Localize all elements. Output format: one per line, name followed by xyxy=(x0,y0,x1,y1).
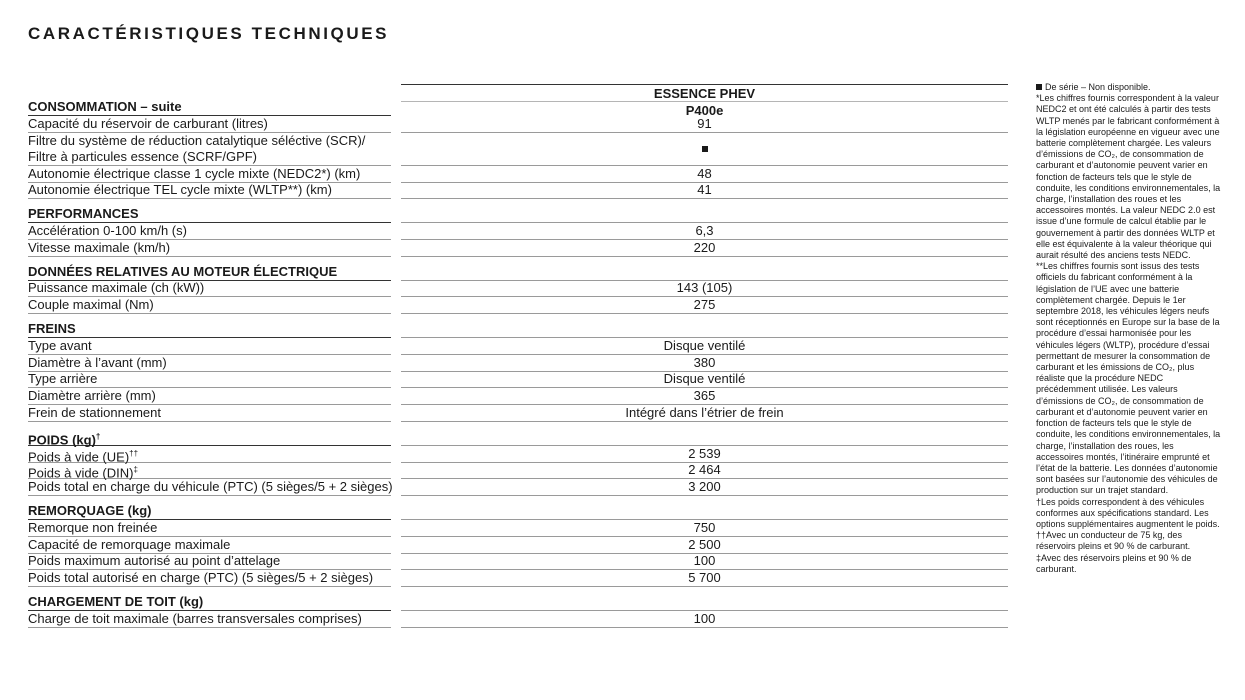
section-value-blank xyxy=(401,206,1008,223)
footnote-paragraph: ‡Avec des réservoirs pleins et 90 % de carburant. xyxy=(1036,552,1192,574)
spec-value: 41 xyxy=(401,182,1008,199)
spec-label xyxy=(28,355,391,372)
section-title-text: CONSOMMATION – suite xyxy=(28,99,182,114)
section-spacer xyxy=(28,587,1008,594)
spec-label-text: Poids maximum autorisé au point d’attelage xyxy=(28,553,281,569)
section-spacer xyxy=(28,422,1008,429)
spec-value: 143 (105) xyxy=(401,280,1008,297)
spec-label xyxy=(28,297,391,314)
spec-row xyxy=(28,405,1008,422)
spec-row xyxy=(28,223,1008,240)
spec-row xyxy=(28,611,1008,628)
spec-table xyxy=(28,82,1008,628)
spec-row xyxy=(28,520,1008,537)
spec-label xyxy=(28,570,391,587)
spec-value: Intégré dans l’étrier de frein xyxy=(401,405,1008,422)
section-header xyxy=(28,503,1008,520)
spec-row xyxy=(28,240,1008,257)
spec-label-text: Charge de toit maximale (barres transversales comprises) xyxy=(28,610,362,626)
spec-value xyxy=(401,133,1008,166)
spec-value: 380 xyxy=(401,355,1008,372)
section-value-blank xyxy=(401,503,1008,520)
spec-value: 2 500 xyxy=(401,537,1008,554)
spec-label xyxy=(28,182,391,199)
footnote-paragraph: †Les poids correspondent à des véhicules conformes aux spécifications standard. Les options supplémentaires augmentent le poids. xyxy=(1036,496,1220,529)
section-value-blank xyxy=(401,321,1008,338)
spec-label-text: Vitesse maximale (km/h) xyxy=(28,239,171,255)
section-title-text: CHARGEMENT DE TOIT (kg) xyxy=(28,593,204,609)
section-title xyxy=(28,264,391,281)
section-title-text: REMORQUAGE (kg) xyxy=(28,502,152,518)
spec-label-text: Diamètre arrière (mm) xyxy=(28,388,156,404)
footnote-paragraph: *Les chiffres fournis correspondent à la valeur NEDC2 et ont été calculés à partir des tests WLTP menés par le fabricant conformément à la législation européenne en vigueur avec une batterie complètement chargée. Les valeurs d’émissions de CO₂, de consommation de carburant et d’autonomie peuvent varier en fonction de facteurs tels que le style de conduite, les conditions environnementales, la charge, l’installation des roues et les accessoires montés. La valeur NEDC 2.0 est issue d’une formule de calcul établie par le gouvernement à partir des données WLTP et elle est équivalente à la valeur théorique qui aurait résulté des anciens tests NEDC. xyxy=(1036,93,1221,261)
spec-value: Disque ventilé xyxy=(401,371,1008,388)
section-spacer xyxy=(28,199,1008,206)
legend-text: De série – Non disponible. xyxy=(1045,82,1151,92)
spec-row xyxy=(28,479,1008,496)
spec-row xyxy=(28,297,1008,314)
spec-label-text: Accélération 0-100 km/h (s) xyxy=(28,222,187,238)
spec-value: 275 xyxy=(401,297,1008,314)
section-header xyxy=(28,206,1008,223)
spec-row xyxy=(28,553,1008,570)
spec-label-text: Poids total autorisé en charge (PTC) (5 sièges/5 + 2 sièges) xyxy=(28,570,374,586)
spec-rows xyxy=(28,99,1008,628)
spec-label xyxy=(28,371,391,388)
section-header xyxy=(28,429,1008,446)
spec-row xyxy=(28,371,1008,388)
spec-label-footnote-mark: ‡ xyxy=(133,465,138,475)
spec-value: 100 xyxy=(401,553,1008,570)
footnote-paragraphs xyxy=(1036,93,1222,575)
spec-label xyxy=(28,553,391,570)
spec-value: 220 xyxy=(401,240,1008,257)
spec-row xyxy=(28,446,1008,463)
spec-row xyxy=(28,182,1008,199)
spec-label xyxy=(28,462,391,479)
spec-label-text: Autonomie électrique TEL cycle mixte (WLTP**) (km) xyxy=(28,182,332,198)
section-header xyxy=(28,264,1008,281)
spec-label xyxy=(28,405,391,422)
spec-label xyxy=(28,479,391,496)
spec-row xyxy=(28,166,1008,183)
page-title: CARACTÉRISTIQUES TECHNIQUES xyxy=(28,24,390,43)
spec-label xyxy=(28,133,391,166)
spec-label xyxy=(28,338,391,355)
spec-value: 91 xyxy=(401,116,1008,133)
spec-label xyxy=(28,537,391,554)
section-title xyxy=(28,99,391,116)
footnote-paragraph: **Les chiffres fournis sont issus des tests officiels du fabricant conformément à la législation de l’UE avec une batterie complètement chargée. Depuis le 1er septembre 2018, les véhicules légers neufs sont réceptionnés en Europe sur la base de la procédure d’essai harmonisée pour les véhicules légers (WLTP), procédure d’essai permettant de mesurer la consommation de carburant et les émissions de CO₂, plus réaliste que la procédure NEDC précédemment utilisée. Les valeurs d’émissions de CO₂, de consommation de carburant et d’autonomie peuvent varier en fonction de facteurs tels que le style de conduite, les conditions environnementales, la charge, l’installation des roues, les accessoires montés, l’itinéraire emprunté et l’état de la batterie. Les données d’autonomie sont basées sur l’autonomie des véhicules de production sur un trajet standard. xyxy=(1036,261,1221,496)
section-header xyxy=(28,99,1008,116)
spec-label-text: Frein de stationnement xyxy=(28,404,161,420)
section-spacer xyxy=(28,314,1008,321)
spec-value: 750 xyxy=(401,520,1008,537)
spec-row xyxy=(28,133,1008,166)
column-header-fuel-type: ESSENCE PHEV xyxy=(401,84,1008,102)
spec-value: 6,3 xyxy=(401,223,1008,240)
spec-row xyxy=(28,570,1008,587)
spec-row xyxy=(28,537,1008,554)
spec-label-text: Capacité du réservoir de carburant (litres) xyxy=(28,115,268,131)
section-value-blank xyxy=(401,429,1008,446)
spec-label-text: Diamètre à l’avant (mm) xyxy=(28,354,167,370)
spec-label xyxy=(28,223,391,240)
section-title xyxy=(28,429,391,446)
section-title-text: POIDS (kg) xyxy=(28,432,96,448)
legend xyxy=(1036,82,1222,93)
spec-label xyxy=(28,280,391,297)
section-title-text: PERFORMANCES xyxy=(28,206,139,222)
standard-square-icon xyxy=(702,146,708,152)
section-spacer xyxy=(28,496,1008,503)
spec-label xyxy=(28,388,391,405)
spec-label xyxy=(28,446,391,463)
spec-label-text: Poids total en charge du véhicule (PTC) (5 sièges/5 + 2 sièges) xyxy=(28,479,393,495)
spec-label xyxy=(28,116,391,133)
section-value-blank xyxy=(401,594,1008,611)
spec-label xyxy=(28,520,391,537)
spec-label-text: Poids à vide (DIN) xyxy=(28,465,134,481)
footnote-paragraph: ††Avec un conducteur de 75 kg, des réservoirs pleins et 90 % de carburant. xyxy=(1036,530,1191,552)
section-title xyxy=(28,503,391,520)
spec-row xyxy=(28,116,1008,133)
section-value-blank xyxy=(401,264,1008,281)
spec-label-text: Type avant xyxy=(28,337,92,353)
spec-label xyxy=(28,240,391,257)
standard-square-icon xyxy=(1036,84,1042,90)
section-header xyxy=(28,321,1008,338)
spec-value: 5 700 xyxy=(401,570,1008,587)
spec-label-text: Type arrière xyxy=(28,371,98,387)
spec-value: 2 539 xyxy=(401,446,1008,463)
spec-label-text: Poids à vide (UE) xyxy=(28,448,130,464)
section-spacer xyxy=(28,257,1008,264)
spec-label-text: Couple maximal (Nm) xyxy=(28,297,154,313)
section-title-footnote-mark: † xyxy=(95,431,101,441)
spec-value: 100 xyxy=(401,611,1008,628)
section-title-text: FREINS xyxy=(28,320,76,336)
spec-row xyxy=(28,462,1008,479)
column-header-model: P400e xyxy=(401,101,1008,119)
spec-row xyxy=(28,280,1008,297)
section-header xyxy=(28,594,1008,611)
spec-value: 3 200 xyxy=(401,479,1008,496)
spec-label xyxy=(28,166,391,183)
spec-label-text: Remorque non freinée xyxy=(28,519,158,535)
spec-value: 48 xyxy=(401,166,1008,183)
section-title xyxy=(28,206,391,223)
spec-row xyxy=(28,388,1008,405)
section-title-text: DONNÉES RELATIVES AU MOTEUR ÉLECTRIQUE xyxy=(28,263,338,279)
section-title xyxy=(28,321,391,338)
section-title xyxy=(28,594,391,611)
spec-value: 2 464 xyxy=(401,462,1008,479)
spec-value: 365 xyxy=(401,388,1008,405)
spec-label-text: Filtre du système de réduction catalytique séléctive (SCR)/ Filtre à particules essence (SCRF/GPF) xyxy=(28,132,366,164)
footnotes xyxy=(1036,82,1222,575)
spec-label xyxy=(28,611,391,628)
spec-label-text: Capacité de remorquage maximale xyxy=(28,536,231,552)
spec-label-text: Autonomie électrique classe 1 cycle mixte (NEDC2*) (km) xyxy=(28,165,361,181)
spec-label-footnote-mark: †† xyxy=(129,448,139,458)
spec-value: Disque ventilé xyxy=(401,338,1008,355)
spec-label-text: Puissance maximale (ch (kW)) xyxy=(28,280,205,296)
spec-row xyxy=(28,338,1008,355)
spec-row xyxy=(28,355,1008,372)
